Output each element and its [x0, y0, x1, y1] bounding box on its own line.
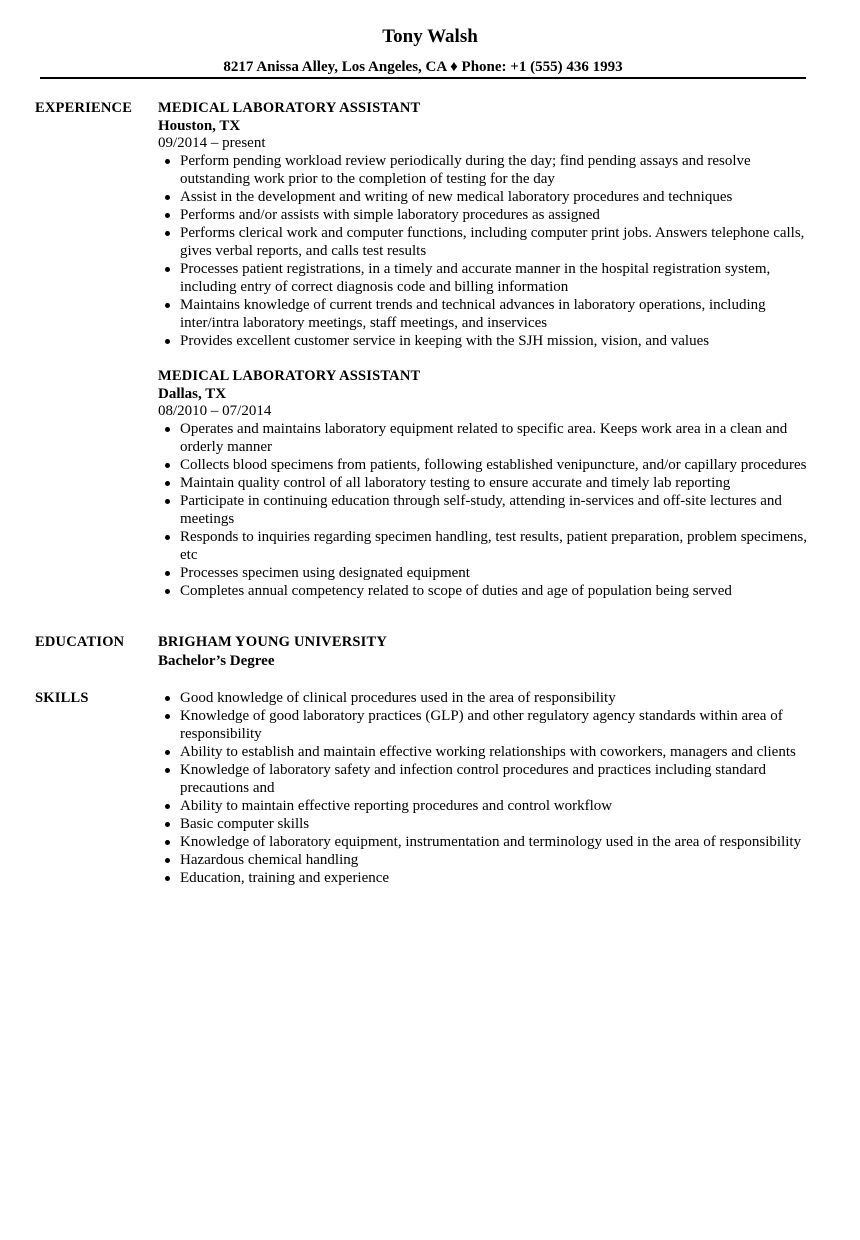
job-duty-item: Participate in continuing education through self-study, attending in-services and off-site lectures and meetings	[158, 492, 818, 528]
job-location: Dallas, TX	[158, 386, 227, 402]
job-dates: 08/2010 – 07/2014	[158, 403, 272, 419]
degree: Bachelor’s Degree	[158, 653, 275, 669]
skill-item: Knowledge of laboratory equipment, instrumentation and terminology used in the area of responsibility	[158, 833, 818, 851]
job-duty-item: Responds to inquiries regarding specimen handling, test results, patient preparation, problem specimens, etc	[158, 528, 818, 564]
job-duty-item: Performs and/or assists with simple laboratory procedures as assigned	[158, 206, 818, 224]
skill-item: Good knowledge of clinical procedures used in the area of responsibility	[158, 689, 818, 707]
job-duty-item: Maintains knowledge of current trends and technical advances in laboratory operations, including inter/intra laboratory meetings, staff meetings, and inservices	[158, 296, 818, 332]
job-duty-item: Completes annual competency related to scope of duties and age of population being served	[158, 582, 818, 600]
candidate-name: Tony Walsh	[382, 26, 478, 47]
job-duties-list	[158, 152, 818, 350]
experience-heading: EXPERIENCE	[35, 100, 133, 116]
skills-heading: SKILLS	[35, 690, 89, 706]
contact-line: 8217 Anissa Alley, Los Angeles, CA ♦ Phone: +1 (555) 436 1993	[223, 59, 623, 75]
education-body	[158, 633, 818, 670]
skill-item: Ability to maintain effective reporting procedures and control workflow	[158, 797, 818, 815]
job-duty-item: Operates and maintains laboratory equipment related to specific area. Keeps work area in a clean and orderly manner	[158, 420, 818, 456]
experience-body	[158, 99, 818, 600]
job-title: MEDICAL LABORATORY ASSISTANT	[158, 100, 421, 116]
job-duty-item: Processes patient registrations, in a timely and accurate manner in the hospital registration system, including entry of correct diagnosis code and billing information	[158, 260, 818, 296]
job-duty-item: Performs clerical work and computer functions, including computer print jobs. Answers telephone calls, gives verbal reports, and calls test results	[158, 224, 818, 260]
skill-item: Basic computer skills	[158, 815, 818, 833]
job-entry	[158, 99, 818, 350]
job-duty-item: Maintain quality control of all laboratory testing to ensure accurate and timely lab reporting	[158, 474, 818, 492]
skills-list	[158, 689, 818, 887]
job-duty-item: Collects blood specimens from patients, following established venipuncture, and/or capillary procedures	[158, 456, 818, 474]
job-entry	[158, 367, 818, 600]
job-duty-item: Processes specimen using designated equipment	[158, 564, 818, 582]
school-name: BRIGHAM YOUNG UNIVERSITY	[158, 634, 388, 650]
job-duties-list	[158, 420, 818, 600]
job-duty-item: Perform pending workload review periodically during the day; find pending assays and resolve outstanding work prior to the completion of testing for the day	[158, 152, 818, 188]
job-dates: 09/2014 – present	[158, 135, 266, 151]
job-title: MEDICAL LABORATORY ASSISTANT	[158, 368, 421, 384]
education-heading: EDUCATION	[35, 634, 125, 650]
skill-item: Education, training and experience	[158, 869, 818, 887]
skill-item: Hazardous chemical handling	[158, 851, 818, 869]
job-duty-item: Assist in the development and writing of new medical laboratory procedures and techniques	[158, 188, 818, 206]
skills-body	[158, 689, 818, 887]
skill-item: Knowledge of laboratory safety and infection control procedures and practices including standard precautions and	[158, 761, 818, 797]
job-duty-item: Provides excellent customer service in keeping with the SJH mission, vision, and values	[158, 332, 818, 350]
skill-item: Ability to establish and maintain effective working relationships with coworkers, managers and clients	[158, 743, 818, 761]
skill-item: Knowledge of good laboratory practices (GLP) and other regulatory agency standards within area of responsibility	[158, 707, 818, 743]
header-divider	[40, 77, 806, 79]
job-location: Houston, TX	[158, 118, 241, 134]
